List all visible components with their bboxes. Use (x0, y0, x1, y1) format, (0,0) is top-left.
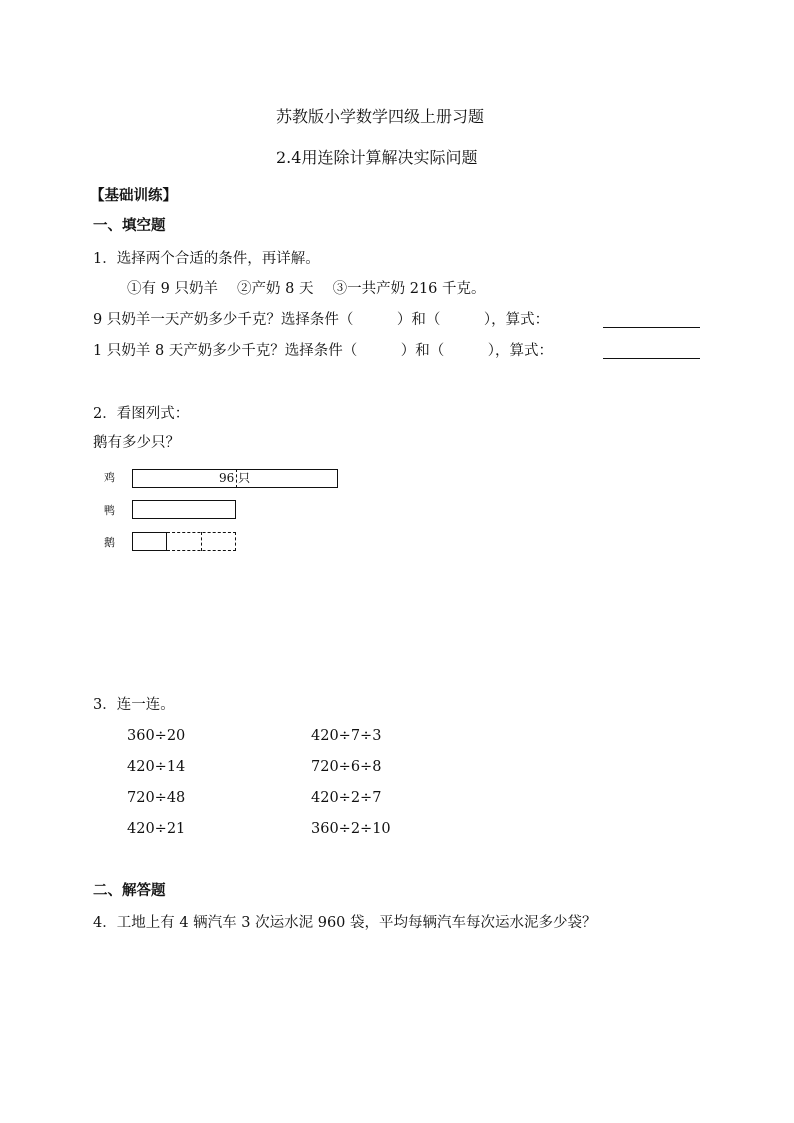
q1-answer-blank-1[interactable] (603, 327, 700, 328)
q2-prompt: 2．看图列式： (93, 406, 190, 422)
bar-duck (132, 500, 236, 519)
q1-conditions: ①有 9 只奶羊 ②产奶 8 天 ③一共产奶 216 千克。 (127, 281, 486, 297)
match-right-3[interactable]: 420÷2÷7 (311, 790, 382, 806)
q4-text: 4．工地上有 4 辆汽车 3 次运水泥 960 袋，平均每辆汽车每次运水泥多少袋？ (93, 915, 597, 931)
bar-goose (132, 532, 167, 551)
match-right-2[interactable]: 720÷6÷8 (311, 759, 382, 775)
match-left-1[interactable]: 360÷20 (127, 728, 186, 744)
q1-prompt: 1．选择两个合适的条件，再详解。 (93, 251, 320, 267)
match-right-4[interactable]: 360÷2÷10 (311, 821, 391, 837)
page-subtitle: 2.4用连除计算解决实际问题 (276, 148, 478, 167)
label-chicken: 鸡 (104, 471, 115, 484)
match-right-1[interactable]: 420÷7÷3 (311, 728, 382, 744)
q3-prompt: 3．连一连。 (93, 697, 175, 713)
q1-line2: 1 只奶羊 8 天产奶多少千克？选择条件（ ）和（ ），算式： (93, 343, 554, 359)
q1-line1: 9 只奶羊一天产奶多少千克？选择条件（ ）和（ ），算式： (93, 312, 550, 328)
page-title: 苏教版小学数学四级上册习题 (276, 107, 485, 126)
part1-heading: 一、填空题 (93, 217, 166, 234)
part2-heading: 二、解答题 (93, 882, 166, 899)
goose-dashed-divider (201, 532, 202, 551)
section-label: 【基础训练】 (90, 187, 177, 204)
label-duck: 鸭 (104, 504, 115, 517)
chicken-value: 96 只 (219, 471, 251, 485)
q1-answer-blank-2[interactable] (603, 358, 700, 359)
match-left-3[interactable]: 720÷48 (127, 790, 186, 806)
match-left-4[interactable]: 420÷21 (127, 821, 186, 837)
q2-question: 鹅有多少只？ (93, 435, 180, 451)
label-goose: 鹅 (104, 536, 115, 549)
match-left-2[interactable]: 420÷14 (127, 759, 186, 775)
